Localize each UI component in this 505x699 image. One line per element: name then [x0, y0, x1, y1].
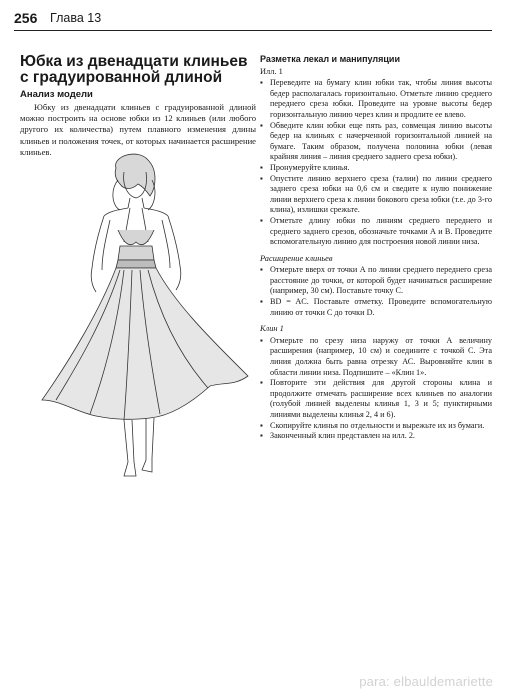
expansion-steps-list	[260, 265, 492, 318]
chapter-title: Глава 13	[50, 11, 102, 25]
list-item: ▪ Законченный клин представлен на илл. 2.	[260, 431, 492, 442]
page-header	[14, 10, 494, 32]
page-number: 256	[14, 10, 38, 26]
main-steps-list	[260, 78, 492, 248]
list-item: ▪ Переведите на бумагу клин юбки так, чтобы линия высоты бедер располагалась горизонтально. Отметьте линию среднего переднего среза юбки. Проведите на уровне высоты бедер горизонтальную линию через клин и продлите ее влево.	[260, 78, 492, 120]
left-column	[20, 54, 256, 158]
fashion-illustration-icon	[20, 150, 256, 490]
list-item: ▪ BD = AC. Поставьте отметку. Проведите вспомогательную линию от точки С до точки D.	[260, 297, 492, 318]
dress-sketch	[20, 150, 256, 490]
section-title	[20, 54, 256, 86]
list-item: ▪ Обведите клин юбки еще пять раз, совмещая линию высоты бедер на клиньях с начерченной горизонтальной линией на бумаге. Таким образом, получена половина юбки (левая крайняя линия – линия среднего заднего среза юбки).	[260, 121, 492, 163]
list-item: ▪ Скопируйте клинья по отдельности и вырежьте их из бумаги.	[260, 421, 492, 432]
model-analysis-text: Юбку из двенадцати клиньев с градуированной длиной можно построить на основе юбки из 12 клиньев (или любого другого их количества) путем плавного изменения длины клиньев и положения точек, от которых начинается расширение клиньев.	[20, 102, 256, 157]
pattern-marking-heading: Разметка лекал и манипуляции	[260, 54, 400, 64]
right-column	[260, 54, 492, 442]
panel-section-heading: Клин 1	[260, 324, 284, 334]
expansion-section-heading: Расширение клиньев	[260, 253, 333, 263]
header-rule	[14, 30, 492, 31]
illustration-label: Илл. 1	[260, 66, 283, 76]
panel-steps-list	[260, 336, 492, 442]
list-item: ▪ Отмерьте вверх от точки А по линии среднего переднего среза расстояние до точки, от которой будет начинаться расширение (например, 30 см). Поставьте точку С.	[260, 265, 492, 297]
watermark: para: elbauldemariette	[359, 674, 493, 689]
title-line-2: с градуированной длиной	[20, 69, 223, 86]
list-item: ▪ Отмерьте по срезу низа наружу от точки А величину расширения (например, 10 см) и соедините с точкой С. Эта линия должна быть равна отрезку АС. Выровняйте клин в области линии низа. Подпишите – «Клин 1».	[260, 336, 492, 378]
list-item: ▪ Отметьте длину юбки по линиям среднего переднего и среднего заднего срезов, обозначьте точками А и В. Проведите вспомогательную линию для построения новой линии низа.	[260, 216, 492, 248]
list-item: ▪ Повторите эти действия для другой стороны клина и продолжите отмечать расширение всех клиньев по аналогии (голубой линией выделены клинья 1, 3 и 5; пунктирными линиями выделены клинья 2, 4 и 6).	[260, 378, 492, 420]
model-analysis-heading: Анализ модели	[20, 89, 93, 100]
list-item: ▪ Опустите линию верхнего среза (талии) по линии среднего заднего среза юбки на 0,6 см и сведите к нулю понижение линии верхнего среза к линии бокового среза юбки (т.е. до 3-го клина), излишки срежьте.	[260, 174, 492, 216]
list-item: ▪ Пронумеруйте клинья.	[260, 163, 492, 174]
title-line-1: Юбка из двенадцати клиньев	[20, 53, 248, 70]
